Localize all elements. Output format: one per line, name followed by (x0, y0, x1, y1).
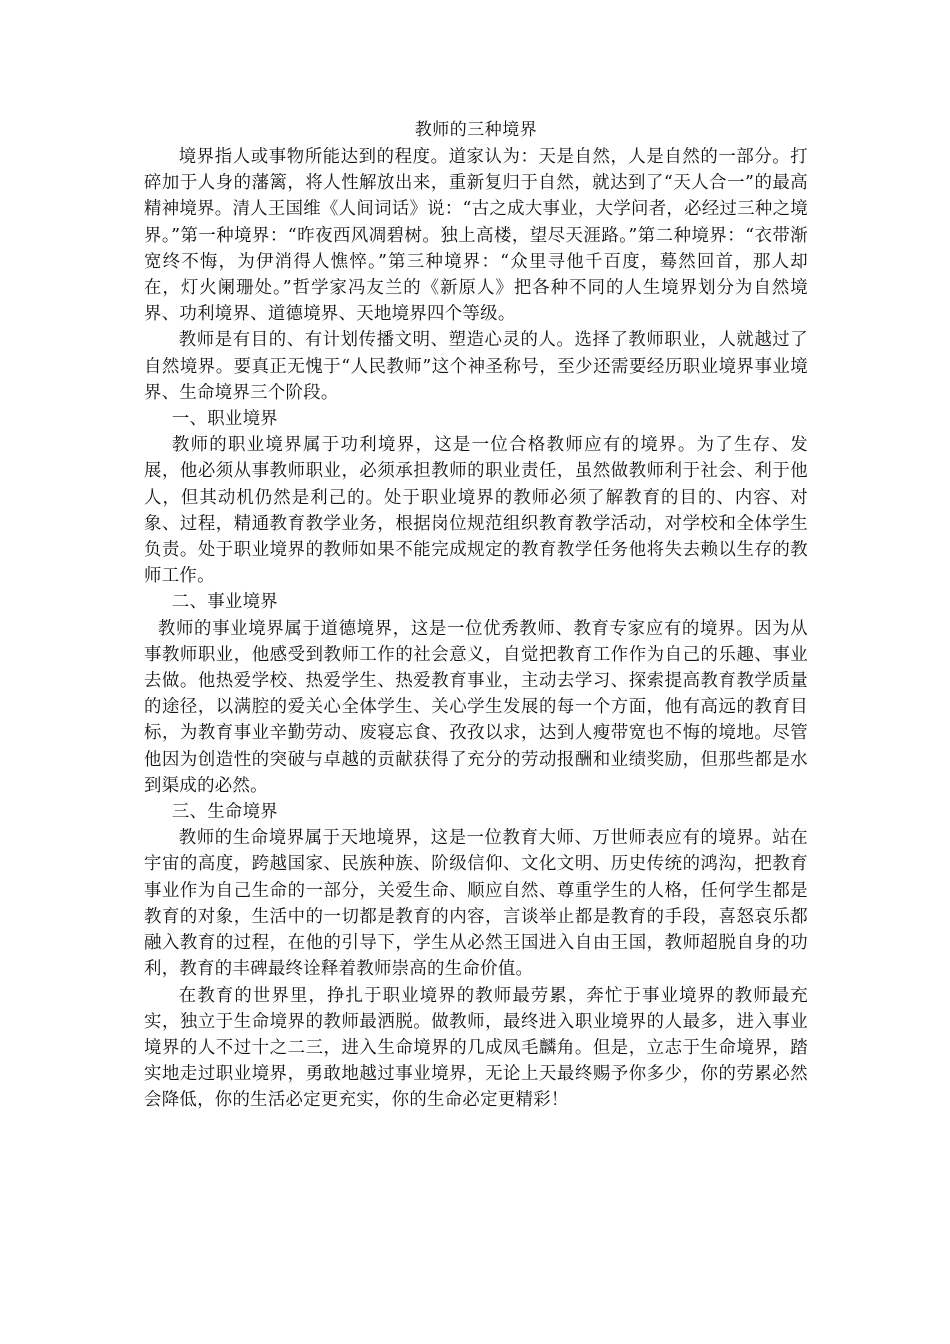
intro-paragraph: 境界指人或事物所能达到的程度。道家认为：天是自然，人是自然的一部分。打碎加于人身的藩篱，将人性解放出来，重新复归于自然，就达到了“天人合一”的最高精神境界。清人王国维《人间词话》说：“古之成大事业，大学问者，必经过三种之境界。”第一种境界：“昨夜西风凋碧树。独上高楼，望尽天涯路。”第二种境界：“衣带渐宽终不悔，为伊消得人憔悴。”第三种境界：“众里寻他千百度，蓦然回首，那人却在，灯火阑珊处。”哲学家冯友兰的《新原人》把各种不同的人生境界划分为自然境界、功利境界、道德境界、天地境界四个等级。 (144, 147, 808, 325)
conclusion-paragraph: 在教育的世界里，挣扎于职业境界的教师最劳累，奔忙于事业境界的教师最充实，独立于生命境界的教师最洒脱。做教师，最终进入职业境界的人最多，进入事业境界的人不过十之二三，进入生命境界的几成凤毛麟角。但是，立志于生命境界，踏实地走过职业境界，勇敢地越过事业境界，无论上天最终赐予你多少，你的劳累必然会降低，你的生活必定更充实，你的生命必定更精彩！ (144, 985, 808, 1111)
section-text-career: 教师的职业境界属于功利境界，这是一位合格教师应有的境界。为了生存、发展，他必须从事教师职业，必须承担教师的职业责任，虽然做教师利于社会、利于他人，但其动机仍然是利己的。处于职业境界的教师必须了解教育的目的、内容、对象、过程，精通教育教学业务，根据岗位规范组织教育教学活动，对学校和全体学生负责。处于职业境界的教师如果不能完成规定的教育教学任务他将失去赖以生存的教师工作。 (144, 435, 808, 587)
intro-paragraph: 教师是有目的、有计划传播文明、塑造心灵的人。选择了教师职业，人就越过了自然境界。要真正无愧于“人民教师”这个神圣称号，至少还需要经历职业境界事业境界、生命境界三个阶段。 (144, 330, 808, 403)
document-title: 教师的三种境界 (414, 120, 538, 140)
section-heading-vocation: 二、事业境界 (171, 592, 278, 613)
section-heading-career: 一、职业境界 (171, 409, 278, 430)
document-page (144, 118, 808, 1114)
section-heading-life: 三、生命境界 (171, 802, 278, 823)
section-text-life: 教师的生命境界属于天地境界，这是一位教育大师、万世师表应有的境界。站在宇宙的高度，跨越国家、民族种族、阶级信仰、文化文明、历史传统的鸿沟，把教育事业作为自己生命的一部分，关爱生命、顺应自然、尊重学生的人格，任何学生都是教育的对象，生活中的一切都是教育的内容，言谈举止都是教育的手段，喜怒哀乐都融入教育的过程，在他的引导下，学生从必然王国进入自由王国，教师超脱自身的功利，教育的丰碑最终诠释着教师崇高的生命价值。 (144, 828, 808, 980)
section-text-vocation: 教师的事业境界属于道德境界，这是一位优秀教师、教育专家应有的境界。因为从事教师职业，他感受到教师工作的社会意义，自觉把教育工作作为自己的乐趣、事业去做。他热爱学校、热爱学生、热爱教育事业，主动去学习、探索提高教育教学质量的途径，以满腔的爱关心全体学生、关心学生发展的每一个方面，他有高远的教育目标，为教育事业辛勤劳动、废寝忘食、孜孜以求，达到人瘦带宽也不悔的境地。尽管他因为创造性的突破与卓越的贡献获得了充分的劳动报酬和业绩奖励，但那些都是水到渠成的必然。 (144, 618, 808, 796)
